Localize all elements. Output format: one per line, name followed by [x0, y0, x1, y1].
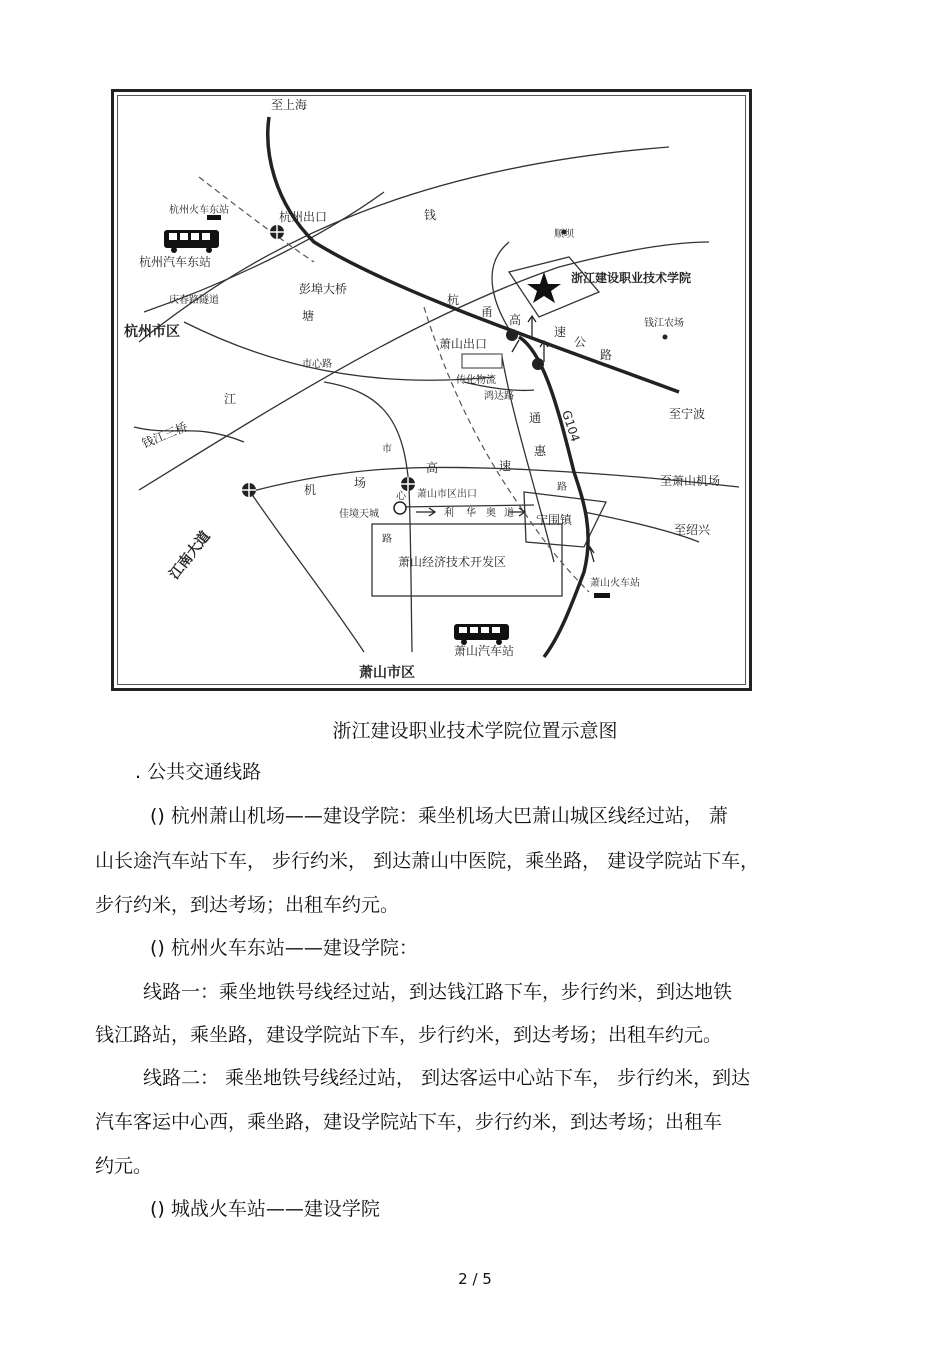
- label-jiang: 江: [224, 392, 237, 406]
- label-hz-bus-east: 杭州汽车东站: [139, 255, 212, 269]
- label-lu3: 路: [382, 534, 392, 545]
- label-xs-bus: 萧山汽车站: [454, 644, 515, 658]
- bus-icon-xiaoshan: [454, 624, 509, 645]
- label-shunba: 顺坝: [554, 229, 574, 240]
- label-gong: 公: [574, 335, 587, 349]
- item2-title: () 杭州火车东站——建设学院：: [150, 937, 418, 959]
- label-yong: 甬: [481, 305, 494, 319]
- label-chang: 场: [354, 476, 367, 490]
- chuanhua-box: [462, 354, 502, 368]
- label-shixin-road: 市心路: [302, 359, 332, 370]
- label-hz-exit: 杭州出口: [279, 210, 328, 224]
- label-su1: 速: [554, 325, 567, 339]
- label-shi: 市: [382, 444, 392, 455]
- label-ao: 奥: [486, 508, 496, 519]
- highway-g104: [519, 337, 588, 657]
- label-pengbu-bridge: 彭埠大桥: [299, 282, 348, 296]
- route2-line3: 约元。: [95, 1155, 153, 1177]
- location-map: [111, 89, 752, 691]
- label-to-shaoxing: 至绍兴: [674, 523, 711, 537]
- item1-line1: () 杭州萧山机场——建设学院：乘坐机场大巴萧山城区线经过站， 萧: [150, 805, 728, 827]
- label-ningwei-town: 宁围镇: [536, 513, 573, 527]
- label-gao1: 高: [509, 313, 522, 327]
- label-gao2: 高: [426, 461, 439, 475]
- map-caption: 浙江建设职业技术学院位置示意图: [332, 720, 618, 742]
- jiajing-marker: [394, 502, 406, 514]
- label-xs-econ-zone: 萧山经济技术开发区: [398, 555, 507, 569]
- label-su2: 速: [499, 459, 512, 473]
- page-number: 2 / 5: [458, 1270, 492, 1288]
- label-xs-city: 萧山市区: [359, 665, 415, 681]
- label-chuanhua-logistics: 传化物流: [456, 375, 496, 386]
- label-jiajing-tiancheng: 佳境天城: [339, 509, 379, 520]
- label-xin: 心: [396, 491, 406, 502]
- bus-icon-hangzhou: [164, 230, 219, 253]
- label-hui: 惠: [534, 444, 547, 458]
- label-xs-city-exit: 萧山市区出口: [417, 489, 477, 500]
- route2-line2: 汽车客运中心西，乘坐路，建设学院站下车，步行约米，到达考场；出租车: [95, 1111, 723, 1133]
- label-lu1: 路: [600, 348, 613, 362]
- label-to-shanghai: 至上海: [271, 98, 308, 112]
- road-shixin: [184, 322, 494, 380]
- label-hua: 华: [466, 508, 476, 519]
- label-tang: 塘: [302, 309, 315, 323]
- section-title: . 公共交通线路: [135, 761, 262, 783]
- label-qian: 钱: [424, 208, 437, 222]
- label-college: 浙江建设职业技术学院: [571, 271, 692, 285]
- label-hang: 杭: [447, 293, 460, 307]
- label-hz-train-east: 杭州火车东站: [169, 205, 229, 216]
- label-xs-train: 萧山火车站: [590, 578, 640, 589]
- label-tong: 通: [529, 411, 542, 425]
- route2-line1: 线路二： 乘坐地铁号线经过站， 到达客运中心站下车， 步行约米，到达: [143, 1067, 751, 1089]
- route1-line2: 钱江路站，乘坐路，建设学院站下车，步行约米，到达考场；出租车约元。: [95, 1024, 723, 1046]
- label-hongda-road: 鸿达路: [484, 391, 514, 402]
- label-li: 利: [444, 508, 454, 519]
- label-g104: G104: [559, 408, 583, 444]
- train-icon-xs: [594, 593, 610, 598]
- road-lihua-aoti: [399, 505, 534, 507]
- label-qianjiang-3rd-bridge: 钱江三桥: [139, 419, 190, 451]
- label-hangzhou-city: 杭州市区: [124, 324, 180, 340]
- route1-line1: 线路一：乘坐地铁号线经过站，到达钱江路下车，步行约米，到达地铁: [143, 981, 733, 1003]
- label-qianjiang-farm: 钱江农场: [644, 318, 684, 329]
- label-lu2: 路: [557, 482, 567, 493]
- label-jiangnan-avenue: 江南大道: [166, 528, 214, 583]
- map-drawing: [114, 92, 749, 688]
- label-dao: 道: [504, 508, 514, 519]
- label-to-ningbo: 至宁波: [669, 407, 706, 421]
- interchange-g104: [532, 358, 544, 370]
- label-to-xs-airport: 至萧山机场: [660, 474, 721, 488]
- interchange-xs-exit: [506, 329, 518, 341]
- item1-line2: 山长途汽车站下车， 步行约米， 到达萧山中医院，乘坐路， 建设学院站下车，: [95, 850, 760, 872]
- item3-title: () 城战火车站——建设学院: [150, 1198, 380, 1220]
- item1-line3: 步行约米，到达考场；出租车约元。: [95, 894, 400, 916]
- label-qingchun-tunnel: 庆春路隧道: [169, 295, 219, 306]
- label-ji: 机: [304, 483, 317, 497]
- label-xs-exit: 萧山出口: [439, 337, 488, 351]
